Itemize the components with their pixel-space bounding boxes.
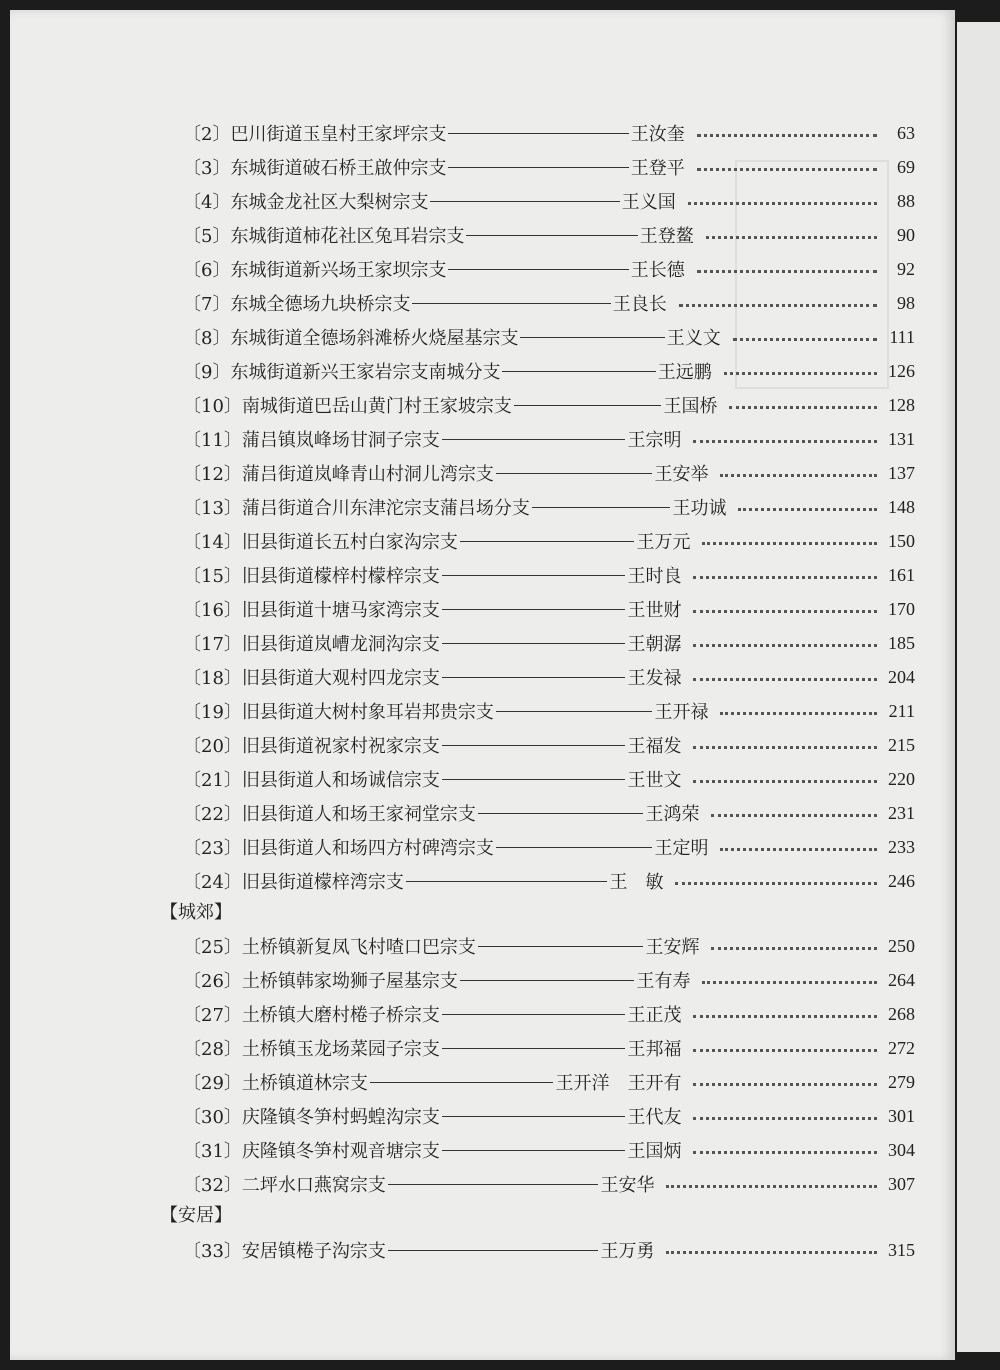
entry-title: 〔5〕东城街道柿花社区兔耳岩宗支 bbox=[183, 226, 465, 247]
toc-entry[interactable] bbox=[183, 964, 915, 996]
dash-leader bbox=[514, 405, 662, 406]
entry-title: 〔3〕东城街道破石桥王啟仲宗支 bbox=[183, 158, 447, 179]
dash-leader bbox=[388, 1250, 599, 1251]
dot-leader bbox=[693, 440, 877, 443]
dash-leader bbox=[442, 1014, 626, 1015]
entry-page: 264 bbox=[888, 969, 915, 990]
entry-page: 98 bbox=[897, 292, 916, 313]
entry-page: 92 bbox=[897, 258, 916, 279]
dot-leader bbox=[738, 508, 877, 511]
dash-leader bbox=[442, 1116, 626, 1117]
entry-title: 〔4〕东城金龙社区大梨树宗支 bbox=[183, 192, 429, 213]
entry-title: 〔19〕旧县街道大树村象耳岩邦贵宗支 bbox=[183, 702, 494, 723]
entry-author: 王登鳌 bbox=[639, 226, 694, 247]
entry-author: 王 敏 bbox=[609, 872, 664, 893]
dot-leader bbox=[693, 1083, 877, 1086]
entry-page: 126 bbox=[888, 360, 916, 381]
dot-leader bbox=[666, 1185, 877, 1188]
toc-entry[interactable] bbox=[183, 1134, 915, 1166]
dot-leader bbox=[693, 1015, 877, 1018]
entry-title: 〔24〕旧县街道檬梓湾宗支 bbox=[183, 872, 404, 893]
entry-page: 250 bbox=[888, 935, 915, 956]
dot-leader bbox=[711, 814, 877, 817]
entry-page: 150 bbox=[888, 530, 915, 551]
dash-leader bbox=[532, 507, 671, 508]
dash-leader bbox=[520, 337, 664, 338]
dash-leader bbox=[442, 439, 626, 440]
toc-entry[interactable] bbox=[183, 695, 915, 727]
entry-page: 220 bbox=[888, 768, 915, 789]
toc-entry[interactable] bbox=[183, 355, 915, 387]
dot-leader bbox=[702, 981, 877, 984]
dash-leader bbox=[448, 133, 628, 134]
dash-leader bbox=[466, 235, 637, 236]
entry-author: 王宗明 bbox=[627, 430, 682, 451]
dot-leader bbox=[697, 168, 877, 171]
toc-entry[interactable] bbox=[183, 1168, 915, 1200]
entry-title: 〔23〕旧县街道人和场四方村碑湾宗支 bbox=[183, 838, 494, 859]
toc-entry[interactable] bbox=[183, 559, 915, 591]
toc-entry[interactable] bbox=[183, 389, 915, 421]
toc-entry[interactable] bbox=[183, 525, 915, 557]
entry-author: 王国桥 bbox=[663, 396, 718, 417]
entry-author: 王登平 bbox=[630, 158, 685, 179]
entry-title: 〔7〕东城全德场九块桥宗支 bbox=[183, 294, 411, 315]
entry-author: 王邦福 bbox=[627, 1039, 682, 1060]
dash-leader bbox=[406, 881, 608, 882]
dash-leader bbox=[442, 643, 626, 644]
dash-leader bbox=[430, 201, 619, 202]
dash-leader bbox=[442, 779, 626, 780]
entry-author: 王万元 bbox=[636, 532, 691, 553]
dot-leader bbox=[706, 236, 877, 239]
entry-title: 〔10〕南城街道巴岳山黄门村王家坡宗支 bbox=[183, 396, 512, 417]
entry-page: 246 bbox=[888, 870, 915, 891]
entry-title: 〔15〕旧县街道檬梓村檬梓宗支 bbox=[183, 566, 440, 587]
dash-leader bbox=[448, 167, 628, 168]
entry-title: 〔32〕二坪水口燕窝宗支 bbox=[183, 1175, 386, 1196]
entry-page: 131 bbox=[888, 428, 915, 449]
entry-author: 王汝奎 bbox=[630, 124, 685, 145]
dot-leader bbox=[720, 848, 877, 851]
toc-entry[interactable] bbox=[183, 457, 915, 489]
toc-entry[interactable] bbox=[183, 797, 915, 829]
dash-leader bbox=[496, 711, 653, 712]
dash-leader bbox=[412, 303, 610, 304]
entry-author: 王安辉 bbox=[645, 937, 700, 958]
dot-leader bbox=[688, 202, 877, 205]
entry-author: 王安华 bbox=[600, 1175, 655, 1196]
entry-title: 〔16〕旧县街道十塘马家湾宗支 bbox=[183, 600, 440, 621]
entry-author: 王开禄 bbox=[654, 702, 709, 723]
entry-title: 〔26〕土桥镇韩家坳狮子屋基宗支 bbox=[183, 971, 458, 992]
entry-author: 王安举 bbox=[654, 464, 709, 485]
toc-entry[interactable] bbox=[183, 998, 915, 1030]
dot-leader bbox=[693, 1049, 877, 1052]
facing-page-edge bbox=[957, 22, 1000, 1352]
dash-leader bbox=[460, 980, 635, 981]
dash-leader bbox=[442, 609, 626, 610]
entry-page: 63 bbox=[897, 122, 916, 143]
dash-leader bbox=[442, 1150, 626, 1151]
section-heading-anju: 【安居】 bbox=[160, 1205, 232, 1226]
entry-page: 170 bbox=[888, 598, 915, 619]
entry-author: 王有寿 bbox=[636, 971, 691, 992]
entry-page: 272 bbox=[888, 1037, 915, 1058]
entry-title: 〔30〕庆隆镇冬笋村蚂蝗沟宗支 bbox=[183, 1107, 440, 1128]
toc-entry[interactable] bbox=[183, 491, 915, 523]
dash-leader bbox=[442, 745, 626, 746]
dash-leader bbox=[502, 371, 655, 372]
dash-leader bbox=[442, 575, 626, 576]
section-heading-chengjiao: 【城郊】 bbox=[160, 902, 232, 923]
dash-leader bbox=[478, 813, 644, 814]
entry-author: 王定明 bbox=[654, 838, 709, 859]
entry-title: 〔28〕土桥镇玉龙场菜园子宗支 bbox=[183, 1039, 440, 1060]
entry-page: 69 bbox=[897, 156, 916, 177]
entry-title: 〔11〕蒲吕镇岚峰场甘洞子宗支 bbox=[183, 430, 440, 451]
dot-leader bbox=[720, 474, 877, 477]
toc-entry[interactable] bbox=[183, 1066, 915, 1098]
entry-title: 〔17〕旧县街道岚嶆龙洞沟宗支 bbox=[183, 634, 440, 655]
entry-page: 279 bbox=[888, 1071, 915, 1092]
entry-title: 〔2〕巴川街道玉皇村王家坪宗支 bbox=[183, 124, 447, 145]
entry-author: 王代友 bbox=[627, 1107, 682, 1128]
entry-title: 〔12〕蒲吕街道岚峰青山村洞儿湾宗支 bbox=[183, 464, 494, 485]
dot-leader bbox=[702, 542, 877, 545]
entry-page: 137 bbox=[888, 462, 915, 483]
dash-leader bbox=[496, 847, 653, 848]
entry-author: 王正茂 bbox=[627, 1005, 682, 1026]
entry-title: 〔9〕东城街道新兴王家岩宗支南城分支 bbox=[183, 362, 501, 383]
entry-title: 〔31〕庆隆镇冬笋村观音塘宗支 bbox=[183, 1141, 440, 1162]
dash-leader bbox=[370, 1082, 554, 1083]
entry-author: 王国炳 bbox=[627, 1141, 682, 1162]
toc-entry[interactable] bbox=[183, 423, 915, 455]
toc-entry[interactable] bbox=[183, 1100, 915, 1132]
entry-author: 王福发 bbox=[627, 736, 682, 757]
dot-leader bbox=[724, 372, 877, 375]
entry-author: 王远鹏 bbox=[657, 362, 712, 383]
entry-title: 〔20〕旧县街道祝家村祝家宗支 bbox=[183, 736, 440, 757]
dot-leader bbox=[693, 610, 877, 613]
entry-title: 〔21〕旧县街道人和场诚信宗支 bbox=[183, 770, 440, 791]
entry-author: 王功诚 bbox=[672, 498, 727, 519]
entry-page: 90 bbox=[897, 224, 916, 245]
entry-page: 88 bbox=[897, 190, 916, 211]
entry-author: 王义文 bbox=[666, 328, 721, 349]
dot-leader bbox=[720, 712, 877, 715]
toc-entry[interactable] bbox=[183, 831, 915, 863]
entry-page: 233 bbox=[888, 836, 915, 857]
entry-page: 204 bbox=[888, 666, 915, 687]
dot-leader bbox=[675, 882, 877, 885]
toc-entry[interactable] bbox=[183, 219, 915, 251]
toc-entry[interactable] bbox=[183, 253, 915, 285]
toc-entry[interactable] bbox=[183, 185, 915, 217]
entry-author: 王世文 bbox=[627, 770, 682, 791]
entry-page: 231 bbox=[888, 802, 915, 823]
entry-page: 315 bbox=[888, 1239, 915, 1260]
dot-leader bbox=[729, 406, 877, 409]
entry-page: 185 bbox=[888, 632, 915, 653]
dot-leader bbox=[733, 338, 877, 341]
dash-leader bbox=[442, 677, 626, 678]
entry-title: 〔8〕东城街道全德场斜滩桥火烧屋基宗支 bbox=[183, 328, 519, 349]
toc-entry[interactable] bbox=[183, 627, 915, 659]
entry-page: 128 bbox=[888, 394, 915, 415]
entry-title: 〔22〕旧县街道人和场王家祠堂宗支 bbox=[183, 804, 476, 825]
entry-page: 148 bbox=[888, 496, 915, 517]
dot-leader bbox=[693, 1151, 877, 1154]
dot-leader bbox=[679, 304, 877, 307]
dot-leader bbox=[697, 270, 877, 273]
entry-author: 王开洋 王开有 bbox=[555, 1073, 682, 1094]
entry-title: 〔33〕安居镇棬子沟宗支 bbox=[183, 1241, 386, 1262]
dot-leader bbox=[693, 746, 877, 749]
dot-leader bbox=[666, 1251, 877, 1254]
toc-entry[interactable] bbox=[183, 930, 915, 962]
entry-page: 301 bbox=[888, 1105, 915, 1126]
dot-leader bbox=[697, 134, 877, 137]
toc-entry[interactable] bbox=[183, 865, 915, 897]
toc-entry[interactable] bbox=[183, 1032, 915, 1064]
dot-leader bbox=[693, 576, 877, 579]
toc-entry[interactable] bbox=[183, 661, 915, 693]
dash-leader bbox=[460, 541, 635, 542]
entry-author: 王万勇 bbox=[600, 1241, 655, 1262]
entry-title: 〔6〕东城街道新兴场王家坝宗支 bbox=[183, 260, 447, 281]
toc-entry[interactable] bbox=[183, 321, 915, 353]
toc-entry[interactable] bbox=[183, 117, 915, 149]
entry-page: 268 bbox=[888, 1003, 915, 1024]
entry-author: 王鸿荣 bbox=[645, 804, 700, 825]
entry-author: 王朝潺 bbox=[627, 634, 682, 655]
entry-title: 〔25〕土桥镇新复凤飞村喳口巴宗支 bbox=[183, 937, 476, 958]
dash-leader bbox=[442, 1048, 626, 1049]
entry-title: 〔14〕旧县街道长五村白家沟宗支 bbox=[183, 532, 458, 553]
entry-author: 王长德 bbox=[630, 260, 685, 281]
entry-page: 111 bbox=[889, 326, 916, 347]
dot-leader bbox=[693, 1117, 877, 1120]
entry-author: 王发禄 bbox=[627, 668, 682, 689]
dot-leader bbox=[693, 644, 877, 647]
toc-entry[interactable] bbox=[183, 151, 915, 183]
entry-page: 307 bbox=[888, 1173, 915, 1194]
dash-leader bbox=[448, 269, 628, 270]
entry-page: 304 bbox=[888, 1139, 915, 1160]
entry-author: 王良长 bbox=[612, 294, 667, 315]
entry-page: 161 bbox=[888, 564, 915, 585]
entry-title: 〔13〕蒲吕街道合川东津沱宗支蒲吕场分支 bbox=[183, 498, 530, 519]
dash-leader bbox=[478, 946, 644, 947]
toc-entry[interactable] bbox=[183, 763, 915, 795]
entry-title: 〔18〕旧县街道大观村四龙宗支 bbox=[183, 668, 440, 689]
dash-leader bbox=[388, 1184, 599, 1185]
dot-leader bbox=[693, 678, 877, 681]
entry-page: 215 bbox=[888, 734, 915, 755]
toc-entry[interactable] bbox=[183, 729, 915, 761]
dot-leader bbox=[693, 780, 877, 783]
entry-author: 王义国 bbox=[621, 192, 676, 213]
dash-leader bbox=[496, 473, 653, 474]
entry-author: 王世财 bbox=[627, 600, 682, 621]
toc-entry[interactable] bbox=[183, 593, 915, 625]
entry-title: 〔27〕土桥镇大磨村棬子桥宗支 bbox=[183, 1005, 440, 1026]
toc-entry[interactable] bbox=[183, 287, 915, 319]
entry-title: 〔29〕土桥镇道林宗支 bbox=[183, 1073, 368, 1094]
toc-entry[interactable] bbox=[183, 1234, 915, 1266]
entry-author: 王时良 bbox=[627, 566, 682, 587]
entry-page: 211 bbox=[888, 700, 915, 721]
dot-leader bbox=[711, 947, 877, 950]
